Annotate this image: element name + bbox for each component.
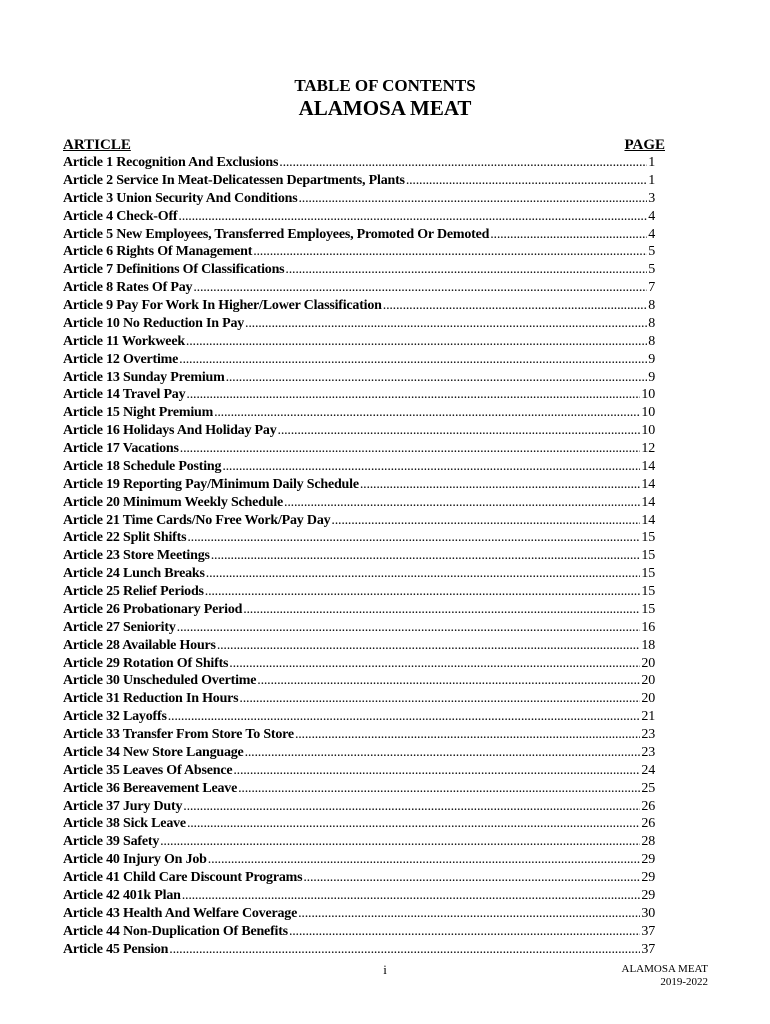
toc-entry[interactable] xyxy=(63,620,655,638)
toc-entry-page: 9 xyxy=(648,369,655,385)
toc-entry-title: Article 24 Lunch Breaks xyxy=(63,566,205,582)
toc-entry[interactable] xyxy=(63,709,655,727)
toc-entry-page: 20 xyxy=(641,691,655,707)
toc-entry[interactable] xyxy=(63,799,655,817)
toc-entry[interactable] xyxy=(63,477,655,495)
toc-entry-page: 20 xyxy=(641,673,655,689)
toc-entry-title: Article 10 No Reduction In Pay xyxy=(63,315,245,331)
dot-leader xyxy=(222,459,640,475)
toc-entry-title: Article 9 Pay For Work In Higher/Lower Classification xyxy=(63,298,382,313)
toc-entry-page: 15 xyxy=(641,566,655,582)
toc-entry-title: Article 39 Safety xyxy=(63,834,160,850)
toc-entry-title: Article 22 Split Shifts xyxy=(63,530,187,546)
toc-entry[interactable] xyxy=(63,155,655,173)
toc-entry-title: Article 41 Child Care Discount Programs xyxy=(63,870,303,885)
dot-leader xyxy=(169,942,640,958)
toc-entry-page: 9 xyxy=(648,351,655,367)
toc-entry-title: Article 16 Holidays And Holiday Pay xyxy=(63,423,277,439)
toc-entry-page: 28 xyxy=(641,834,655,850)
dot-leader xyxy=(239,691,640,707)
dot-leader xyxy=(257,673,640,689)
toc-entry-title: Article 28 Available Hours xyxy=(63,637,216,653)
toc-entry-page: 7 xyxy=(648,280,655,296)
toc-entry-page: 15 xyxy=(641,584,655,599)
toc-entry[interactable] xyxy=(63,942,655,960)
toc-entry-page: 1 xyxy=(648,172,655,188)
toc-entry[interactable] xyxy=(63,906,655,924)
toc-entry-page: 29 xyxy=(641,887,655,903)
toc-entry[interactable] xyxy=(63,816,655,834)
toc-entry-page: 5 xyxy=(648,262,655,278)
toc-entry[interactable] xyxy=(63,870,655,888)
dot-leader xyxy=(205,584,641,600)
toc-entry[interactable] xyxy=(63,387,655,405)
toc-entry-page: 1 xyxy=(648,155,655,170)
toc-entry-title: Article 17 Vacations xyxy=(63,441,179,456)
toc-entry[interactable] xyxy=(63,530,655,548)
dot-leader xyxy=(217,638,641,654)
toc-entry[interactable] xyxy=(63,727,655,745)
dot-leader xyxy=(193,280,647,296)
document-title: ALAMOSA MEAT xyxy=(298,96,472,120)
toc-entry-title: Article 14 Travel Pay xyxy=(63,387,186,403)
toc-entry[interactable] xyxy=(63,405,655,423)
toc-entry-title: Article 29 Rotation Of Shifts xyxy=(63,655,229,671)
toc-entry-page: 14 xyxy=(641,476,655,492)
toc-entry[interactable] xyxy=(63,834,655,852)
toc-entry-page: 23 xyxy=(641,744,655,760)
dot-leader xyxy=(279,155,647,171)
toc-entry-page: 16 xyxy=(641,619,655,635)
toc-entry-title: Article 19 Reporting Pay/Minimum Daily Schedule xyxy=(63,476,359,492)
toc-entry[interactable] xyxy=(63,244,655,262)
toc-entry-page: 14 xyxy=(641,458,655,474)
toc-entry[interactable] xyxy=(63,673,655,691)
dot-leader xyxy=(253,244,647,260)
dot-leader xyxy=(180,441,641,457)
toc-entry-page: 26 xyxy=(641,816,655,832)
toc-entry[interactable] xyxy=(63,352,655,370)
dot-leader xyxy=(245,745,641,761)
dot-leader xyxy=(187,816,640,832)
dot-leader xyxy=(303,870,640,886)
toc-entry-page: 4 xyxy=(648,226,655,242)
dot-leader xyxy=(289,924,640,940)
toc-entry-page: 14 xyxy=(641,512,655,528)
toc-entry-title: Article 7 Definitions Of Classifications xyxy=(63,262,285,278)
dot-leader xyxy=(295,727,640,743)
toc-entry-title: Article 21 Time Cards/No Free Work/Pay Day xyxy=(63,512,331,528)
toc-entry[interactable] xyxy=(63,781,655,799)
toc-entry-page: 5 xyxy=(648,244,655,260)
toc-entry[interactable] xyxy=(63,548,655,566)
toc-entry-title: Article 27 Seniority xyxy=(63,619,176,635)
dot-leader xyxy=(186,334,647,350)
toc-entry[interactable] xyxy=(63,370,655,388)
toc-entry[interactable] xyxy=(63,745,655,763)
dot-leader xyxy=(490,227,647,243)
page-column-header: PAGE xyxy=(624,137,665,153)
toc-entry-page: 25 xyxy=(641,780,655,796)
toc-entry-page: 23 xyxy=(641,727,655,742)
dot-leader xyxy=(278,423,641,439)
toc-entry-title: Article 15 Night Premium xyxy=(63,405,214,421)
toc-entry-page: 8 xyxy=(648,333,655,349)
toc-entry-title: Article 6 Rights Of Management xyxy=(63,244,253,260)
toc-entry[interactable] xyxy=(63,584,655,602)
dot-leader xyxy=(406,173,647,189)
dot-leader xyxy=(238,781,640,797)
toc-entry[interactable] xyxy=(63,334,655,352)
toc-entry-title: Article 25 Relief Periods xyxy=(63,584,204,599)
toc-entry-title: Article 34 New Store Language xyxy=(63,744,244,760)
toc-entry-title: Article 37 Jury Duty xyxy=(63,798,183,814)
article-column-header: ARTICLE xyxy=(63,137,131,153)
dot-leader xyxy=(285,262,647,278)
dot-leader xyxy=(177,620,641,636)
dot-leader xyxy=(160,834,640,850)
toc-entry[interactable] xyxy=(63,924,655,942)
dot-leader xyxy=(229,656,640,672)
toc-entry-title: Article 42 401k Plan xyxy=(63,887,181,903)
toc-entry-title: Article 8 Rates Of Pay xyxy=(63,280,193,296)
toc-entry[interactable] xyxy=(63,495,655,513)
toc-entry[interactable] xyxy=(63,852,655,870)
dot-leader xyxy=(168,709,641,725)
toc-entry[interactable] xyxy=(63,763,655,781)
toc-entry-page: 29 xyxy=(641,870,655,885)
toc-entry-title: Article 2 Service In Meat-Delicatessen Departments, Plants xyxy=(63,172,405,188)
toc-entry-title: Article 26 Probationary Period xyxy=(63,601,243,617)
toc-entry-page: 26 xyxy=(641,798,655,814)
toc-entry-title: Article 31 Reduction In Hours xyxy=(63,691,239,707)
dot-leader xyxy=(298,906,640,922)
toc-entry-title: Article 13 Sunday Premium xyxy=(63,369,225,385)
toc-entry[interactable] xyxy=(63,656,655,674)
dot-leader xyxy=(183,799,640,815)
toc-entry[interactable] xyxy=(63,638,655,656)
toc-entry-title: Article 35 Leaves Of Absence xyxy=(63,762,233,778)
toc-entry-page: 30 xyxy=(641,905,655,921)
toc-entry-title: Article 4 Check-Off xyxy=(63,208,178,224)
toc-entry-title: Article 38 Sick Leave xyxy=(63,816,186,832)
toc-entry-page: 21 xyxy=(641,709,655,725)
toc-entry-title: Article 12 Overtime xyxy=(63,351,179,367)
toc-entry-title: Article 36 Bereavement Leave xyxy=(63,780,238,796)
toc-entry-title: Article 40 Injury On Job xyxy=(63,852,207,868)
toc-entry-page: 12 xyxy=(641,441,655,456)
dot-leader xyxy=(331,513,640,529)
page-number: i xyxy=(383,962,387,977)
toc-entry-title: Article 33 Transfer From Store To Store xyxy=(63,727,294,742)
dot-leader xyxy=(299,191,648,207)
toc-entry-page: 37 xyxy=(641,941,655,957)
dot-leader xyxy=(178,209,647,225)
dot-leader xyxy=(179,352,647,368)
toc-entry-page: 10 xyxy=(641,387,655,403)
toc-entry-page: 8 xyxy=(648,298,655,313)
toc-entry-title: Article 11 Workweek xyxy=(63,333,185,349)
toc-entry-page: 10 xyxy=(641,423,655,439)
toc-entry[interactable] xyxy=(63,262,655,280)
dot-leader xyxy=(233,763,640,779)
toc-entry[interactable] xyxy=(63,513,655,531)
toc-entry-page: 14 xyxy=(641,494,655,510)
toc-entry[interactable] xyxy=(63,191,655,209)
dot-leader xyxy=(182,888,641,904)
toc-entry-page: 29 xyxy=(641,852,655,868)
dot-leader xyxy=(208,852,641,868)
toc-entry-title: Article 44 Non-Duplication Of Benefits xyxy=(63,923,288,939)
dot-leader xyxy=(245,316,647,332)
toc-entry-page: 3 xyxy=(648,190,655,206)
dot-leader xyxy=(211,548,641,564)
toc-entry[interactable] xyxy=(63,280,655,298)
footer-years: 2019-2022 xyxy=(660,976,708,988)
toc-entry[interactable] xyxy=(63,227,655,245)
footer xyxy=(622,963,708,989)
toc-entry-page: 24 xyxy=(641,762,655,778)
toc-entry-title: Article 30 Unscheduled Overtime xyxy=(63,673,257,689)
toc-entry[interactable] xyxy=(63,209,655,227)
toc-entry-page: 10 xyxy=(641,405,655,421)
dot-leader xyxy=(226,370,648,386)
toc-entry-title: Article 20 Minimum Weekly Schedule xyxy=(63,494,284,510)
dot-leader xyxy=(360,477,641,493)
toc-list xyxy=(63,155,655,959)
toc-entry-title: Article 23 Store Meetings xyxy=(63,548,210,564)
toc-entry-title: Article 45 Pension xyxy=(63,941,169,957)
dot-leader xyxy=(243,602,640,618)
toc-heading: TABLE OF CONTENTS xyxy=(294,76,476,95)
toc-entry-page: 37 xyxy=(641,923,655,939)
toc-entry[interactable] xyxy=(63,316,655,334)
toc-entry-page: 4 xyxy=(648,208,655,224)
toc-entry-page: 20 xyxy=(641,655,655,671)
toc-entry-page: 8 xyxy=(648,315,655,331)
toc-entry-title: Article 5 New Employees, Transferred Employees, Promoted Or Demoted xyxy=(63,226,490,242)
toc-entry[interactable] xyxy=(63,423,655,441)
toc-entry[interactable] xyxy=(63,298,655,316)
dot-leader xyxy=(284,495,640,511)
toc-column-headers xyxy=(63,137,665,154)
dot-leader xyxy=(214,405,640,421)
toc-entry[interactable] xyxy=(63,566,655,584)
toc-entry[interactable] xyxy=(63,602,655,620)
toc-entry-title: Article 32 Layoffs xyxy=(63,709,167,725)
toc-entry[interactable] xyxy=(63,888,655,906)
toc-entry-page: 18 xyxy=(641,637,655,653)
toc-entry[interactable] xyxy=(63,173,655,191)
dot-leader xyxy=(186,387,640,403)
dot-leader xyxy=(383,298,647,314)
dot-leader xyxy=(187,530,640,546)
toc-entry-title: Article 1 Recognition And Exclusions xyxy=(63,155,279,170)
toc-entry-title: Article 18 Schedule Posting xyxy=(63,458,222,474)
toc-entry-page: 15 xyxy=(641,530,655,546)
toc-entry-title: Article 43 Health And Welfare Coverage xyxy=(63,905,298,921)
footer-title: ALAMOSA MEAT xyxy=(621,963,708,975)
toc-entry[interactable] xyxy=(63,459,655,477)
toc-entry-title: Article 3 Union Security And Conditions xyxy=(63,190,298,206)
dot-leader xyxy=(206,566,641,582)
toc-entry-page: 15 xyxy=(641,548,655,564)
toc-entry-page: 15 xyxy=(641,601,655,617)
toc-entry[interactable] xyxy=(63,691,655,709)
toc-entry[interactable] xyxy=(63,441,655,459)
